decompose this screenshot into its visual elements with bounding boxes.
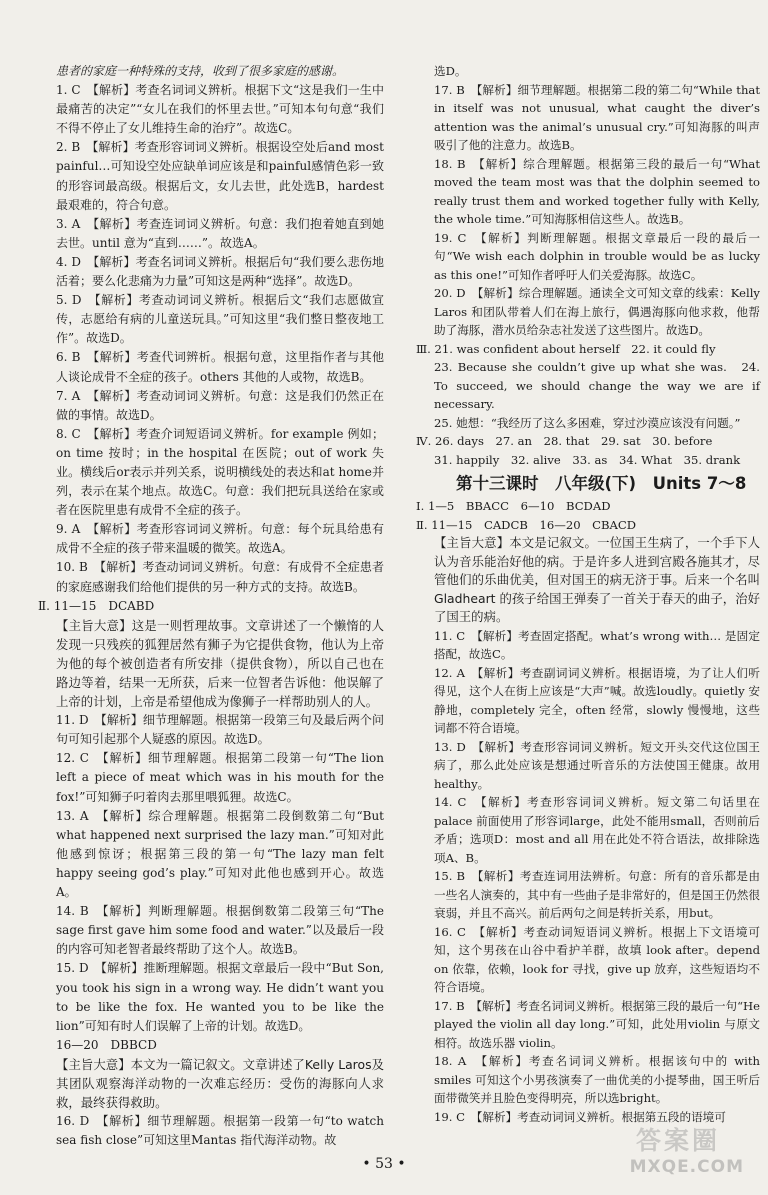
section-answers: Ⅳ. 26. days 27. an 28. that 29. sat 30. before	[416, 434, 713, 448]
answer-item: 1. C 【解析】考查名词词义辨析。根据下文“这是我们一生中最痛苦的决定”“女儿在我们的怀里去世。”可知本句句意“我们不得不停止了女儿维持生命的治疗”。故选C。	[56, 83, 384, 136]
answer-item: 12. C 【解析】细节理解题。根据第二段第一句“The lion left a piece of meat which was in his mouth for the fox!”可知狮子叼着肉去那里喂狐狸。故选C。	[56, 751, 384, 804]
section-answers: Ⅰ. 1—5 BBACC 6—10 BCDAD	[416, 499, 611, 513]
answer-item: 选D。	[434, 64, 467, 78]
lesson-heading: 第十三课时 八年级(下) Units 7～8	[456, 474, 747, 493]
answer-item: 17. B 【解析】考查名词词义辨析。根据第三段的最后一句“He played the violin all day long.”可知，此处用violin 与原文相符。故选乐器 violin。	[434, 998, 760, 1050]
answer-item: 6. B 【解析】考查代词辨析。根据句意，这里指作者与其他人谈论成骨不全症的孩子。others 其他的人或物，故选B。	[56, 350, 384, 384]
answer-item: 25. 她想：“我经历了这么多困难，穿过沙漠应该没有问题。”	[434, 415, 741, 430]
answer-item: 16. C 【解析】考查动词短语词义辨析。根据上下文语境可知，这个男孩在山谷中看护羊群，故填 look after。depend on 依靠，依赖，look for 寻找，give up 放弃，这些短语均不符合语境。	[434, 924, 760, 994]
answer-item: 16. D 【解析】细节理解题。根据第一段第一句“to watch sea fish close”可知这里Mantas 指代海洋动物。故	[56, 1114, 384, 1148]
left-column	[38, 62, 384, 1150]
answer-item: 8. C 【解析】考查介词短语词义辨析。for example 例如；on time 按时；in the hospital 在医院；out of work 失业。横线后or表示并列关系，说明横线处的表达和at home并列，表示在某个地点。故选C。句意：我们把玩具送给在家或者在医院里患有成骨不全症的孩子。	[56, 426, 384, 518]
answer-item: 2. B 【解析】考查形容词词义辨析。根据设空处后and most painful…可知设空处应缺单词应该是和painful感情色彩一致的形容词最高级。根据后文，女儿去世，此处选B，hardest 最艰难的，符合句意。	[56, 140, 384, 212]
answer-item: 17. B 【解析】细节理解题。根据第二段的第二句“While that in itself was not unusual, what caught the diver’s attention was the animal’s unusual cry.”可知海豚的叫声吸引了他的注意力。故选B。	[434, 82, 760, 152]
watermark-logo	[608, 1126, 758, 1187]
answer-item: 14. C 【解析】考查形容词词义辨析。短文第二句话里在palace 前面使用了形容词large，此处不能用small，否则前后矛盾；选项D：most and all 用在此处不符合语法，故排除选项A、B。	[434, 795, 760, 865]
answer-item: 16—20 DBBCD	[56, 1037, 157, 1052]
answer-item: 11. D 【解析】细节理解题。根据第一段第三句及最后两个问句可知引起那个人疑惑的原因。故选D。	[56, 713, 384, 747]
answer-item: 4. D 【解析】考查名词词义辨析。根据后句“我们要么悲伤地活着；要么化悲痛为力量”可知这是两种“选择”。故选D。	[56, 254, 384, 289]
answer-item: 19. C 【解析】判断理解题。根据文章最后一段的最后一句“We wish each dolphin in trouble would be as lucky as this one!”可知作者呼吁人们关爱海豚。故选C。	[434, 230, 760, 282]
answer-item: 18. A 【解析】考查名词词义辨析。根据该句中的 with smiles 可知这个小男孩演奏了一曲优美的小提琴曲，国王听后面带微笑并且脸色变得明亮，所以选bright。	[434, 1054, 760, 1105]
answer-item: 14. B 【解析】判断理解题。根据倒数第二段第三句“The sage first gave him some food and water.”以及最后一段的内容可知老智者最终帮助了这个人。故选B。	[56, 904, 384, 957]
answer-item: 9. A 【解析】考查形容词词义辨析。句意：每个玩具给患有成骨不全症的孩子带来温暖的微笑。故选A。	[56, 522, 384, 556]
answer-item: 20. D 【解析】综合理解题。通读全文可知文章的线索：Kelly Laros 和团队带着人们在海上旅行，偶遇海豚向他求救，他帮助了海豚，潜水员给杂志社发送了这些图片。故选D。	[434, 286, 760, 337]
answer-item: 5. D 【解析】考查动词词义辨析。根据后文“我们志愿做宣传，志愿给有病的儿童送玩具。”可知这里“我们整日整夜地工作”。故选D。	[56, 293, 384, 346]
main-idea-paragraph: 【主旨大意】这是一则哲理故事。文章讲述了一个懒惰的人发现一只残疾的狐狸居然有狮子为它提供食物，他认为上帝为他的每个被创造者有所安排（提供食物），所以自己也在路边等着，结果一无所获，后来一位智者告诉他：他误解了上帝的计划，上帝是希望他成为像狮子一样帮助别人的人。	[56, 617, 384, 710]
answer-item: 13. A 【解析】综合理解题。根据第二段倒数第二句“But what happened next surprised the lazy man.”可知对此他感到惊讶；根据第三段的第一句“The lazy man felt happy seeing god’s play.”可知对此他也感到开心。故选A。	[56, 808, 384, 900]
answer-item: 31. happily 32. alive 33. as 34. What 35. drank	[434, 452, 741, 467]
main-idea-paragraph: 【主旨大意】本文是记叙文。一位国王生病了，一个手下人认为音乐能治好他的病。于是许多人进到宫殿各施其才，尽管他们的乐曲优美，但对国王的病无济于事。后来一个名叫 Gladheart 的孩子给国王弹奏了一首关于春天的曲子，治好了国王的病。	[434, 535, 760, 624]
answer-item: 19. C 【解析】考查动词词义辨析。根据第五段的语境可	[434, 1109, 726, 1124]
answer-item: 12. A 【解析】考查副词词义辨析。根据语境，为了让人们听得见，这个人在街上应该是“大声”喊。故选loudly。quietly 安静地，completely 完全，often 经常，slowly 慢慢地，这些词都不符合语境。	[434, 665, 760, 735]
main-idea-paragraph: 【主旨大意】本文为一篇记叙文。文章讲述了Kelly Laros及其团队观察海洋动物的一次难忘经历：受伤的海豚向人求救，最终获得救助。	[56, 1056, 384, 1111]
section-answers: Ⅲ. 21. was confident about herself 22. it could fly	[416, 341, 716, 356]
watermark-cn: 答案圈	[635, 1126, 720, 1155]
answer-item: 23. Because she couldn’t give up what she was. 24. To succeed, we should change the way we are if necessary.	[434, 360, 760, 411]
answer-item: 13. D 【解析】考查形容词词义辨析。短文开头交代这位国王病了，那么此处应该是想通过听音乐的方法使国王健康。故用healthy。	[434, 739, 760, 791]
answer-item: 7. A 【解析】考查动词词义辨析。句意：这是我们仍然正在做的事情。故选D。	[56, 388, 384, 422]
answer-item: 3. A 【解析】考查连词词义辨析。句意：我们抱着她直到她去世。until 意为“直到……”。故选A。	[56, 216, 384, 250]
section-answers: Ⅱ. 11—15 CADCB 16—20 CBACD	[416, 517, 637, 532]
answer-item: 患者的家庭一种特殊的支持，收到了很多家庭的感谢。	[56, 64, 345, 78]
watermark-url: MXQE.COM	[629, 1157, 744, 1177]
answer-item: 18. B 【解析】综合理解题。根据第三段的最后一句“What moved the team most was that the dolphin seemed to really trust them and worked together fully with Kelly, the whole time.”可知海豚相信这些人。故选B。	[434, 156, 760, 226]
section-answers: Ⅱ. 11—15 DCABD	[38, 598, 155, 613]
answer-item: 15. D 【解析】推断理解题。根据文章最后一段中“But Son, you took his sign in a wrong way. He didn’t want you to be like the fox. He wanted you to be like the lion”可知有时人们误解了上帝的计划。故选D。	[56, 961, 384, 1033]
answer-item: 10. B 【解析】考查动词词义辨析。句意：有成骨不全症患者的家庭感谢我们给他们提供的另一种方式的支持。故选B。	[56, 560, 384, 594]
answer-item: 15. B 【解析】考查连词用法辨析。句意：所有的音乐都是由一些名人演奏的，其中有一些曲子是非常好的，但是国王仍然很衰弱，并且不高兴。前后两句之间是转折关系，用but。	[434, 869, 760, 920]
page-number: • 53 •	[362, 1156, 406, 1172]
right-column	[416, 62, 760, 1126]
answer-item: 11. C 【解析】考查固定搭配。what’s wrong with… 是固定搭配，故选C。	[434, 628, 760, 661]
